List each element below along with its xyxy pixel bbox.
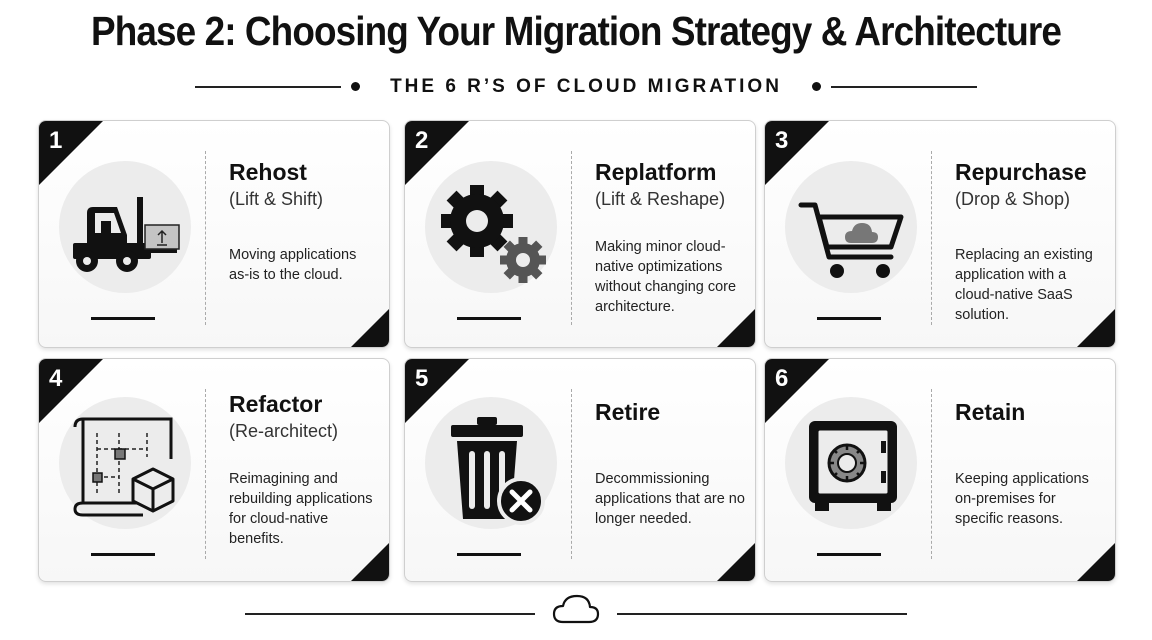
vertical-divider — [931, 389, 932, 559]
strategy-description: Reimagining and rebuilding applications for cloud-native benefits. — [229, 471, 373, 547]
card-rehost — [38, 120, 390, 348]
icon-underline — [457, 553, 521, 556]
icon-underline — [91, 553, 155, 556]
footer-line-right — [617, 613, 907, 615]
icon-underline — [91, 317, 155, 320]
cloud-icon — [551, 592, 601, 626]
card-replatform — [404, 120, 756, 348]
strategy-alias: (Lift & Shift) — [229, 189, 324, 209]
strategy-description: Decommissioning applications that are no longer needed. — [595, 471, 745, 527]
vertical-divider — [571, 389, 572, 559]
card-number: 4 — [49, 365, 63, 392]
safe-icon — [785, 397, 917, 529]
card-repurchase — [764, 120, 1116, 348]
corner-marker — [717, 543, 755, 581]
footer-line-left — [245, 613, 535, 615]
subtitle-divider — [195, 72, 977, 102]
card-number: 5 — [415, 365, 429, 392]
strategy-name: Refactor — [229, 391, 323, 417]
strategy-alias: (Lift & Reshape) — [595, 189, 726, 209]
strategy-alias: (Drop & Shop) — [955, 189, 1071, 209]
vertical-divider — [205, 151, 206, 325]
card-number: 2 — [415, 127, 429, 154]
card-number: 1 — [49, 127, 63, 154]
card-number: 6 — [775, 365, 789, 392]
strategy-name: Retire — [595, 399, 661, 425]
strategy-description: Keeping applications on-premises for specific reasons. — [955, 471, 1089, 527]
trash-can-icon — [425, 397, 557, 529]
vertical-divider — [205, 389, 206, 559]
corner-marker — [1077, 543, 1115, 581]
card-refactor — [38, 358, 390, 582]
divider-line-right — [831, 86, 977, 88]
forklift-icon — [59, 161, 191, 293]
corner-marker — [1077, 309, 1115, 347]
gears-icon — [425, 161, 557, 293]
strategy-name: Retain — [955, 399, 1026, 425]
subtitle: THE 6 R’S OF CLOUD MIGRATION — [390, 76, 782, 97]
blueprint-icon — [59, 397, 191, 529]
card-number: 3 — [775, 127, 789, 154]
corner-marker — [717, 309, 755, 347]
vertical-divider — [571, 151, 572, 325]
icon-underline — [817, 317, 881, 320]
strategy-description: Moving applications as-is to the cloud. — [229, 247, 357, 283]
page-title: Phase 2: Choosing Your Migration Strategy & Architecture — [90, 8, 1062, 54]
shopping-cart-icon — [785, 161, 917, 293]
strategy-name: Rehost — [229, 159, 307, 185]
icon-underline — [457, 317, 521, 320]
strategy-name: Replatform — [595, 159, 717, 185]
divider-dot-right — [812, 82, 821, 91]
corner-marker — [351, 309, 389, 347]
icon-underline — [817, 553, 881, 556]
corner-marker — [351, 543, 389, 581]
strategy-description: Replacing an existing application with a cloud-native SaaS solution. — [955, 247, 1093, 323]
footer-divider — [245, 592, 907, 632]
vertical-divider — [931, 151, 932, 325]
strategy-name: Repurchase — [955, 159, 1087, 185]
card-retire — [404, 358, 756, 582]
strategy-description: Making minor cloud-native optimizations without changing core architecture. — [595, 239, 737, 315]
strategy-alias: (Re-architect) — [229, 421, 339, 441]
card-retain — [764, 358, 1116, 582]
